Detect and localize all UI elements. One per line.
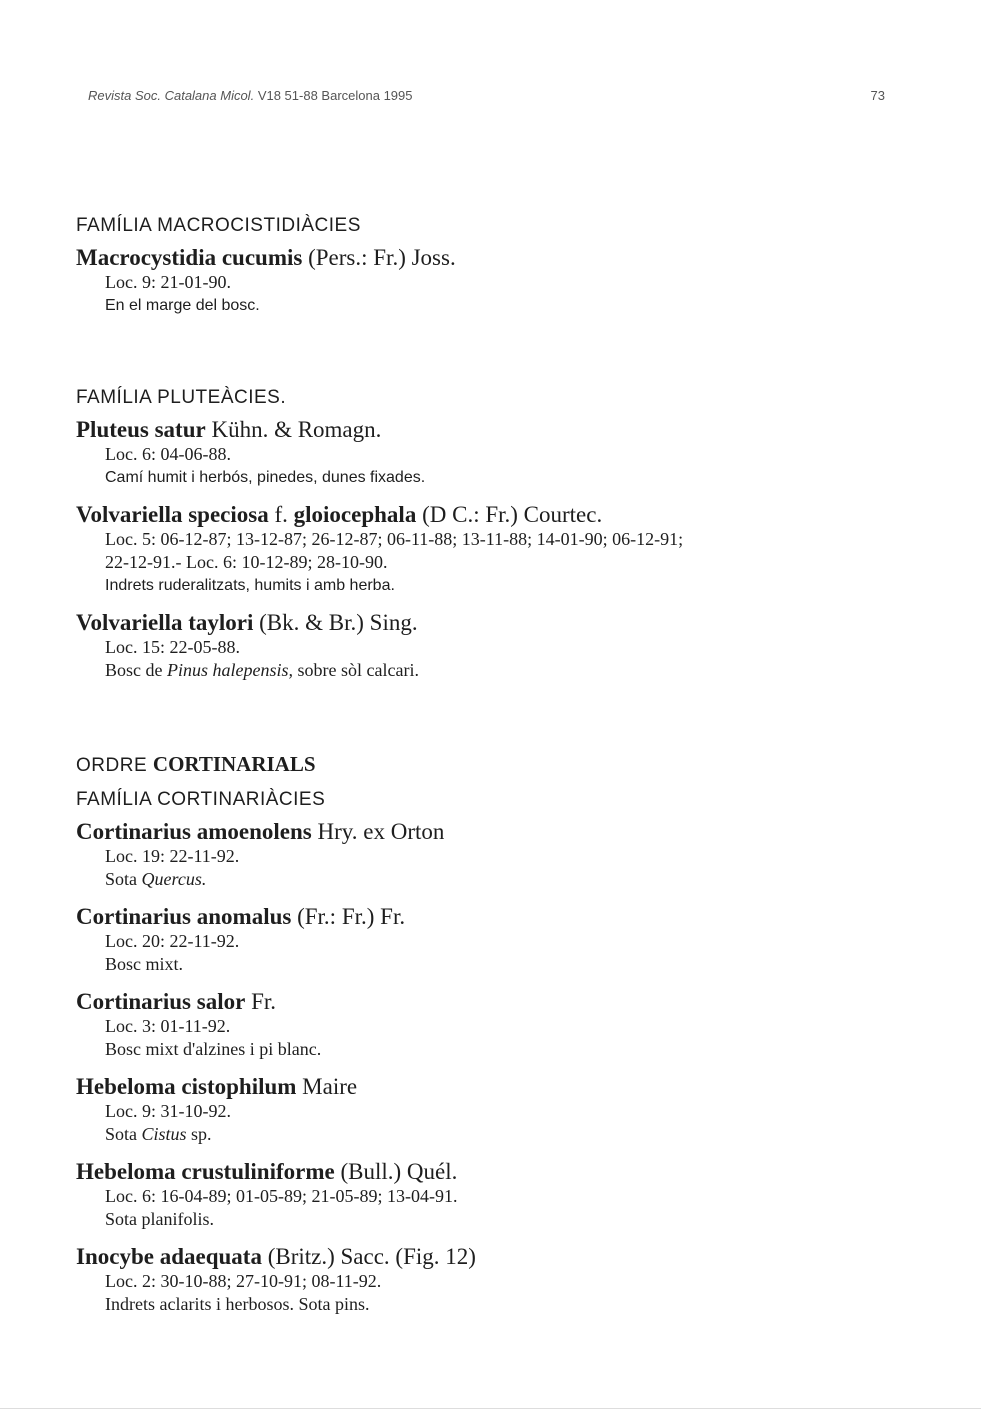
habitat: Indrets ruderalitzats, humits i amb herba.: [105, 577, 395, 594]
habitat: Sota planifolis.: [105, 1209, 214, 1229]
species-name: Cortinarius amoenolens Hry. ex Orton: [76, 819, 445, 844]
locality: Loc. 5: 06-12-87; 13-12-87; 26-12-87; 06-11-88; 13-11-88; 14-01-90; 06-12-91;: [105, 529, 684, 549]
family-heading: FAMÍLIA MACROCISTIDIÀCIES: [76, 215, 361, 236]
species-entry: [76, 1159, 956, 1231]
locality: Loc. 6: 04-06-88.: [105, 444, 231, 464]
locality: Loc. 15: 22-05-88.: [105, 637, 240, 657]
species-name: Volvariella taylori (Bk. & Br.) Sing.: [76, 610, 418, 635]
species-list: [76, 215, 956, 1316]
habitat: Bosc de Pinus halepensis, sobre sòl calcari.: [105, 660, 419, 680]
species-entry: [76, 417, 956, 489]
species-name: Macrocystidia cucumis (Pers.: Fr.) Joss.: [76, 245, 456, 270]
volume-info: V18 51-88 Barcelona 1995: [257, 88, 413, 103]
species-entry: [76, 610, 956, 682]
habitat: Bosc mixt d'alzines i pi blanc.: [105, 1039, 322, 1059]
habitat: Indrets aclarits i herbosos. Sota pins.: [105, 1294, 370, 1314]
habitat: Bosc mixt.: [105, 954, 184, 974]
species-name: Hebeloma crustuliniforme (Bull.) Quél.: [76, 1159, 458, 1184]
species-entry: [76, 245, 956, 317]
locality: Loc. 2: 30-10-88; 27-10-91; 08-11-92.: [105, 1271, 382, 1291]
habitat: Sota Quercus.: [105, 869, 207, 889]
order-heading: ORDRE CORTINARIALS: [76, 752, 316, 776]
locality: Loc. 19: 22-11-92.: [105, 846, 240, 866]
locality: Loc. 20: 22-11-92.: [105, 931, 240, 951]
page-number: 73: [870, 88, 885, 103]
species-name: Hebeloma cistophilum Maire: [76, 1074, 358, 1099]
species-entry: [76, 904, 956, 976]
species-entry: [76, 1074, 956, 1146]
locality: Loc. 3: 01-11-92.: [105, 1016, 231, 1036]
locality: Loc. 6: 16-04-89; 01-05-89; 21-05-89; 13-04-91.: [105, 1186, 458, 1206]
species-entry: [76, 1244, 956, 1316]
locality: Loc. 9: 31-10-92.: [105, 1101, 231, 1121]
habitat: Sota Cistus sp.: [105, 1124, 212, 1144]
locality: Loc. 9: 21-01-90.: [105, 272, 231, 292]
locality: 22-12-91.- Loc. 6: 10-12-89; 28-10-90.: [105, 552, 388, 572]
species-name: Cortinarius anomalus (Fr.: Fr.) Fr.: [76, 904, 406, 929]
species-entry: [76, 989, 956, 1061]
species-name: Inocybe adaequata (Britz.) Sacc. (Fig. 12): [76, 1244, 476, 1269]
family-heading: FAMÍLIA PLUTEÀCIES.: [76, 387, 287, 408]
species-entry: [76, 819, 956, 891]
species-name: Pluteus satur Kühn. & Romagn.: [76, 417, 382, 442]
scan-edge-line: [0, 1408, 981, 1409]
habitat: En el marge del bosc.: [105, 297, 260, 314]
habitat: Camí humit i herbós, pinedes, dunes fixades.: [105, 469, 426, 486]
journal-title: Revista Soc. Catalana Micol.: [88, 88, 255, 103]
species-entry: [76, 502, 956, 597]
species-name: Volvariella speciosa f. gloiocephala (D C.: Fr.) Courtec.: [76, 502, 603, 527]
species-name: Cortinarius salor Fr.: [76, 989, 276, 1014]
running-header: [88, 88, 885, 103]
family-heading: FAMÍLIA CORTINARIÀCIES: [76, 789, 326, 810]
